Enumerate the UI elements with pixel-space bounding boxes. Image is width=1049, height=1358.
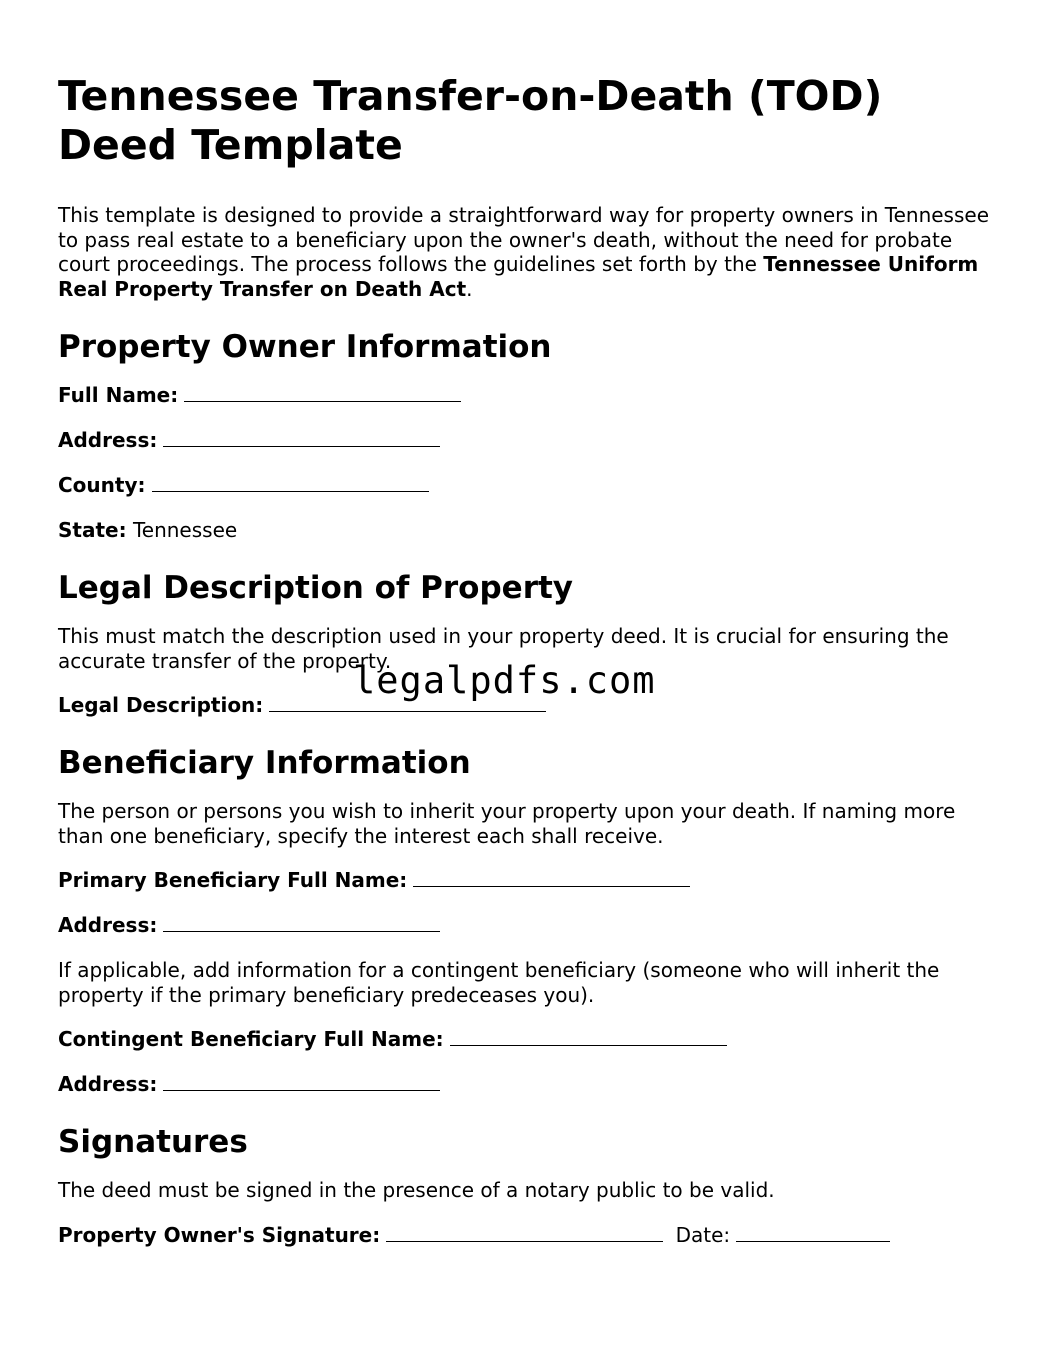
contingent-beneficiary-address-field	[58, 1072, 993, 1096]
owner-full-name-field	[58, 383, 993, 407]
owner-signature-blank[interactable]	[386, 1223, 663, 1242]
owner-address-field	[58, 428, 993, 452]
legal-section-heading: Legal Description of Property	[58, 570, 574, 606]
watermark-text: legalpdfs.com	[353, 659, 656, 702]
contingent-description-text: If applicable, add information for a contingent beneficiary (someone who will inherit the property if the primary beneficiary predeceases you).	[58, 958, 940, 1007]
owner-county-field	[58, 473, 993, 497]
contingent-beneficiary-address-blank[interactable]	[163, 1072, 440, 1091]
intro-paragraph	[58, 203, 993, 301]
primary-beneficiary-address-label: Address:	[58, 913, 158, 937]
signatures-section-heading: Signatures	[58, 1124, 248, 1160]
owner-signature-label: Property Owner's Signature:	[58, 1222, 381, 1247]
signatures-description-text: The deed must be signed in the presence of a notary public to be valid.	[58, 1178, 775, 1202]
owner-full-name-blank[interactable]	[184, 383, 461, 402]
beneficiary-section-heading: Beneficiary Information	[58, 745, 471, 781]
owner-state-value: Tennessee	[132, 518, 238, 542]
primary-beneficiary-name-blank[interactable]	[413, 868, 690, 887]
contingent-beneficiary-address-label: Address:	[58, 1072, 158, 1096]
owner-county-blank[interactable]	[152, 473, 429, 492]
intro-end: .	[466, 276, 473, 301]
primary-beneficiary-name-label: Primary Beneficiary Full Name:	[58, 868, 408, 892]
date-label: Date:	[675, 1222, 731, 1247]
beneficiary-description-text: The person or persons you wish to inherit your property upon your death. If naming more than one beneficiary, specify the interest each shall receive.	[58, 799, 956, 848]
legal-description-blank[interactable]	[269, 693, 546, 712]
owner-address-label: Address:	[58, 428, 158, 452]
owner-address-blank[interactable]	[163, 428, 440, 447]
owner-full-name-label: Full Name:	[58, 383, 179, 407]
contingent-beneficiary-name-field	[58, 1027, 993, 1051]
legal-description-field	[58, 693, 993, 717]
document-page	[58, 72, 993, 1268]
contingent-beneficiary-name-label: Contingent Beneficiary Full Name:	[58, 1027, 444, 1051]
owner-signature-field	[58, 1223, 993, 1247]
legal-description-label: Legal Description:	[58, 693, 264, 717]
intro-text: This template is designed to provide a straightforward way for property owners in Tennessee to pass real estate to a beneficiary upon the owner's death, without the need for probate court proceedings. The process follows the guidelines set forth by the	[58, 203, 989, 276]
owner-state-field	[58, 518, 993, 542]
primary-beneficiary-address-blank[interactable]	[163, 913, 440, 932]
owner-county-label: County:	[58, 473, 146, 497]
owner-section-heading: Property Owner Information	[58, 329, 552, 365]
contingent-beneficiary-name-blank[interactable]	[450, 1027, 727, 1046]
date-blank[interactable]	[736, 1223, 890, 1242]
primary-beneficiary-address-field	[58, 913, 993, 937]
act-name: Tennessee Uniform Real Property Transfer on Death Act	[58, 252, 979, 301]
owner-state-label: State:	[58, 518, 127, 542]
document-title: Tennessee Transfer-on-Death (TOD) Deed Template	[58, 72, 883, 169]
primary-beneficiary-name-field	[58, 868, 993, 892]
legal-description-text: This must match the description used in your property deed. It is crucial for ensuring the accurate transfer of the property.	[58, 624, 949, 673]
